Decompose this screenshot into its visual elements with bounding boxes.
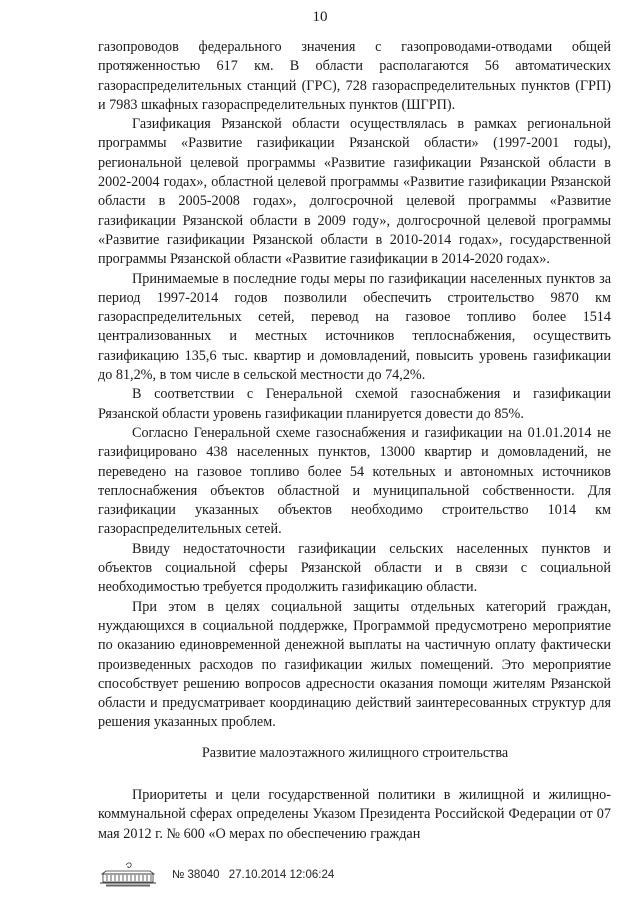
doc-number: № 38040 <box>172 869 220 881</box>
section-body <box>98 786 611 844</box>
registration-stamp <box>172 869 340 881</box>
paragraph: Согласно Генеральной схеме газоснабжения и газификации на 01.01.2014 не газифицировано 438 населенных пунктов, 13000 квартир и домовладений, не переведено на газовое топливо более 54 котельных и автономных источников теплоснабжения объектов областной и муниципальной собственности. Для газификации указанных объектов необходимо строительство 1014 км газораспределительных сетей. <box>98 424 611 538</box>
section-heading: Развитие малоэтажного жилищного строительства <box>201 745 509 761</box>
paragraph: При этом в целях социальной защиты отдельных категорий граждан, нуждающихся в социальной поддержке, Программой предусмотрено мероприятие по оказанию единовременной денежной выплаты на частичную оплату фактически произведенных расходов по газификации жилых помещений. Это мероприятие способствует решению вопросов адресности оказания помощи жителям Рязанской области и предусматривает координацию действий заинтересованных структур для решения указанных проблем. <box>98 598 611 731</box>
paragraph: Принимаемые в последние годы меры по газификации населенных пунктов за период 1997-2014 годов позволили обеспечить строительство 9870 км газораспределительных сетей, перевод на газовое топливо более 1514 централизованных и местных источников теплоснабжения, осуществить газификацию 135,6 тыс. квартир и домовладений, повысить уровень газификации до 81,2%, в том числе в сельской местности до 74,2%. <box>98 270 611 384</box>
page-number: 10 <box>312 9 328 25</box>
paragraph: Газификация Рязанской области осуществлялась в рамках региональной программы «Развитие газификации Рязанской области» (1997-2001 годы), региональной целевой программы «Развитие газификации Рязанской области в 2002-2004 годах», областной целевой программы «Развитие газификации Рязанской области в 2005-2008 годах», долгосрочной целевой программы «Развитие газификации Рязанской области в 2009 году», долгосрочной целевой программы «Развитие газификации Рязанской области в 2010-2014 годах», государственной программы Рязанской области «Развитие газификации в 2014-2020 годах». <box>98 116 611 268</box>
government-building-logo-icon <box>98 862 158 888</box>
paragraph: газопроводов федерального значения с газопроводами-отводами общей протяженностью 617 км. В области располагаются 56 автоматических газораспределительных станций (ГРС), 728 газораспределительных пунктов (ГРП) и 7983 шкафных газораспределительных пунктов (ШГРП). <box>98 39 611 113</box>
document-body <box>98 38 611 733</box>
document-footer <box>98 862 340 888</box>
paragraph: В соответствии с Генеральной схемой газоснабжения и газификации Рязанской области уровень газификации планируется довести до 85%. <box>98 386 611 422</box>
timestamp: 27.10.2014 12:06:24 <box>228 869 335 881</box>
paragraph: Приоритеты и цели государственной политики в жилищной и жилищно-коммунальной сферах определены Указом Президента Российской Федерации от 07 мая 2012 г. № 600 «О мерах по обеспечению граждан <box>98 787 611 842</box>
paragraph: Ввиду недостаточности газификации сельских населенных пунктов и объектов социальной сферы Рязанской области и в связи с социальной необходимостью требуется продолжить газификацию области. <box>98 540 611 596</box>
